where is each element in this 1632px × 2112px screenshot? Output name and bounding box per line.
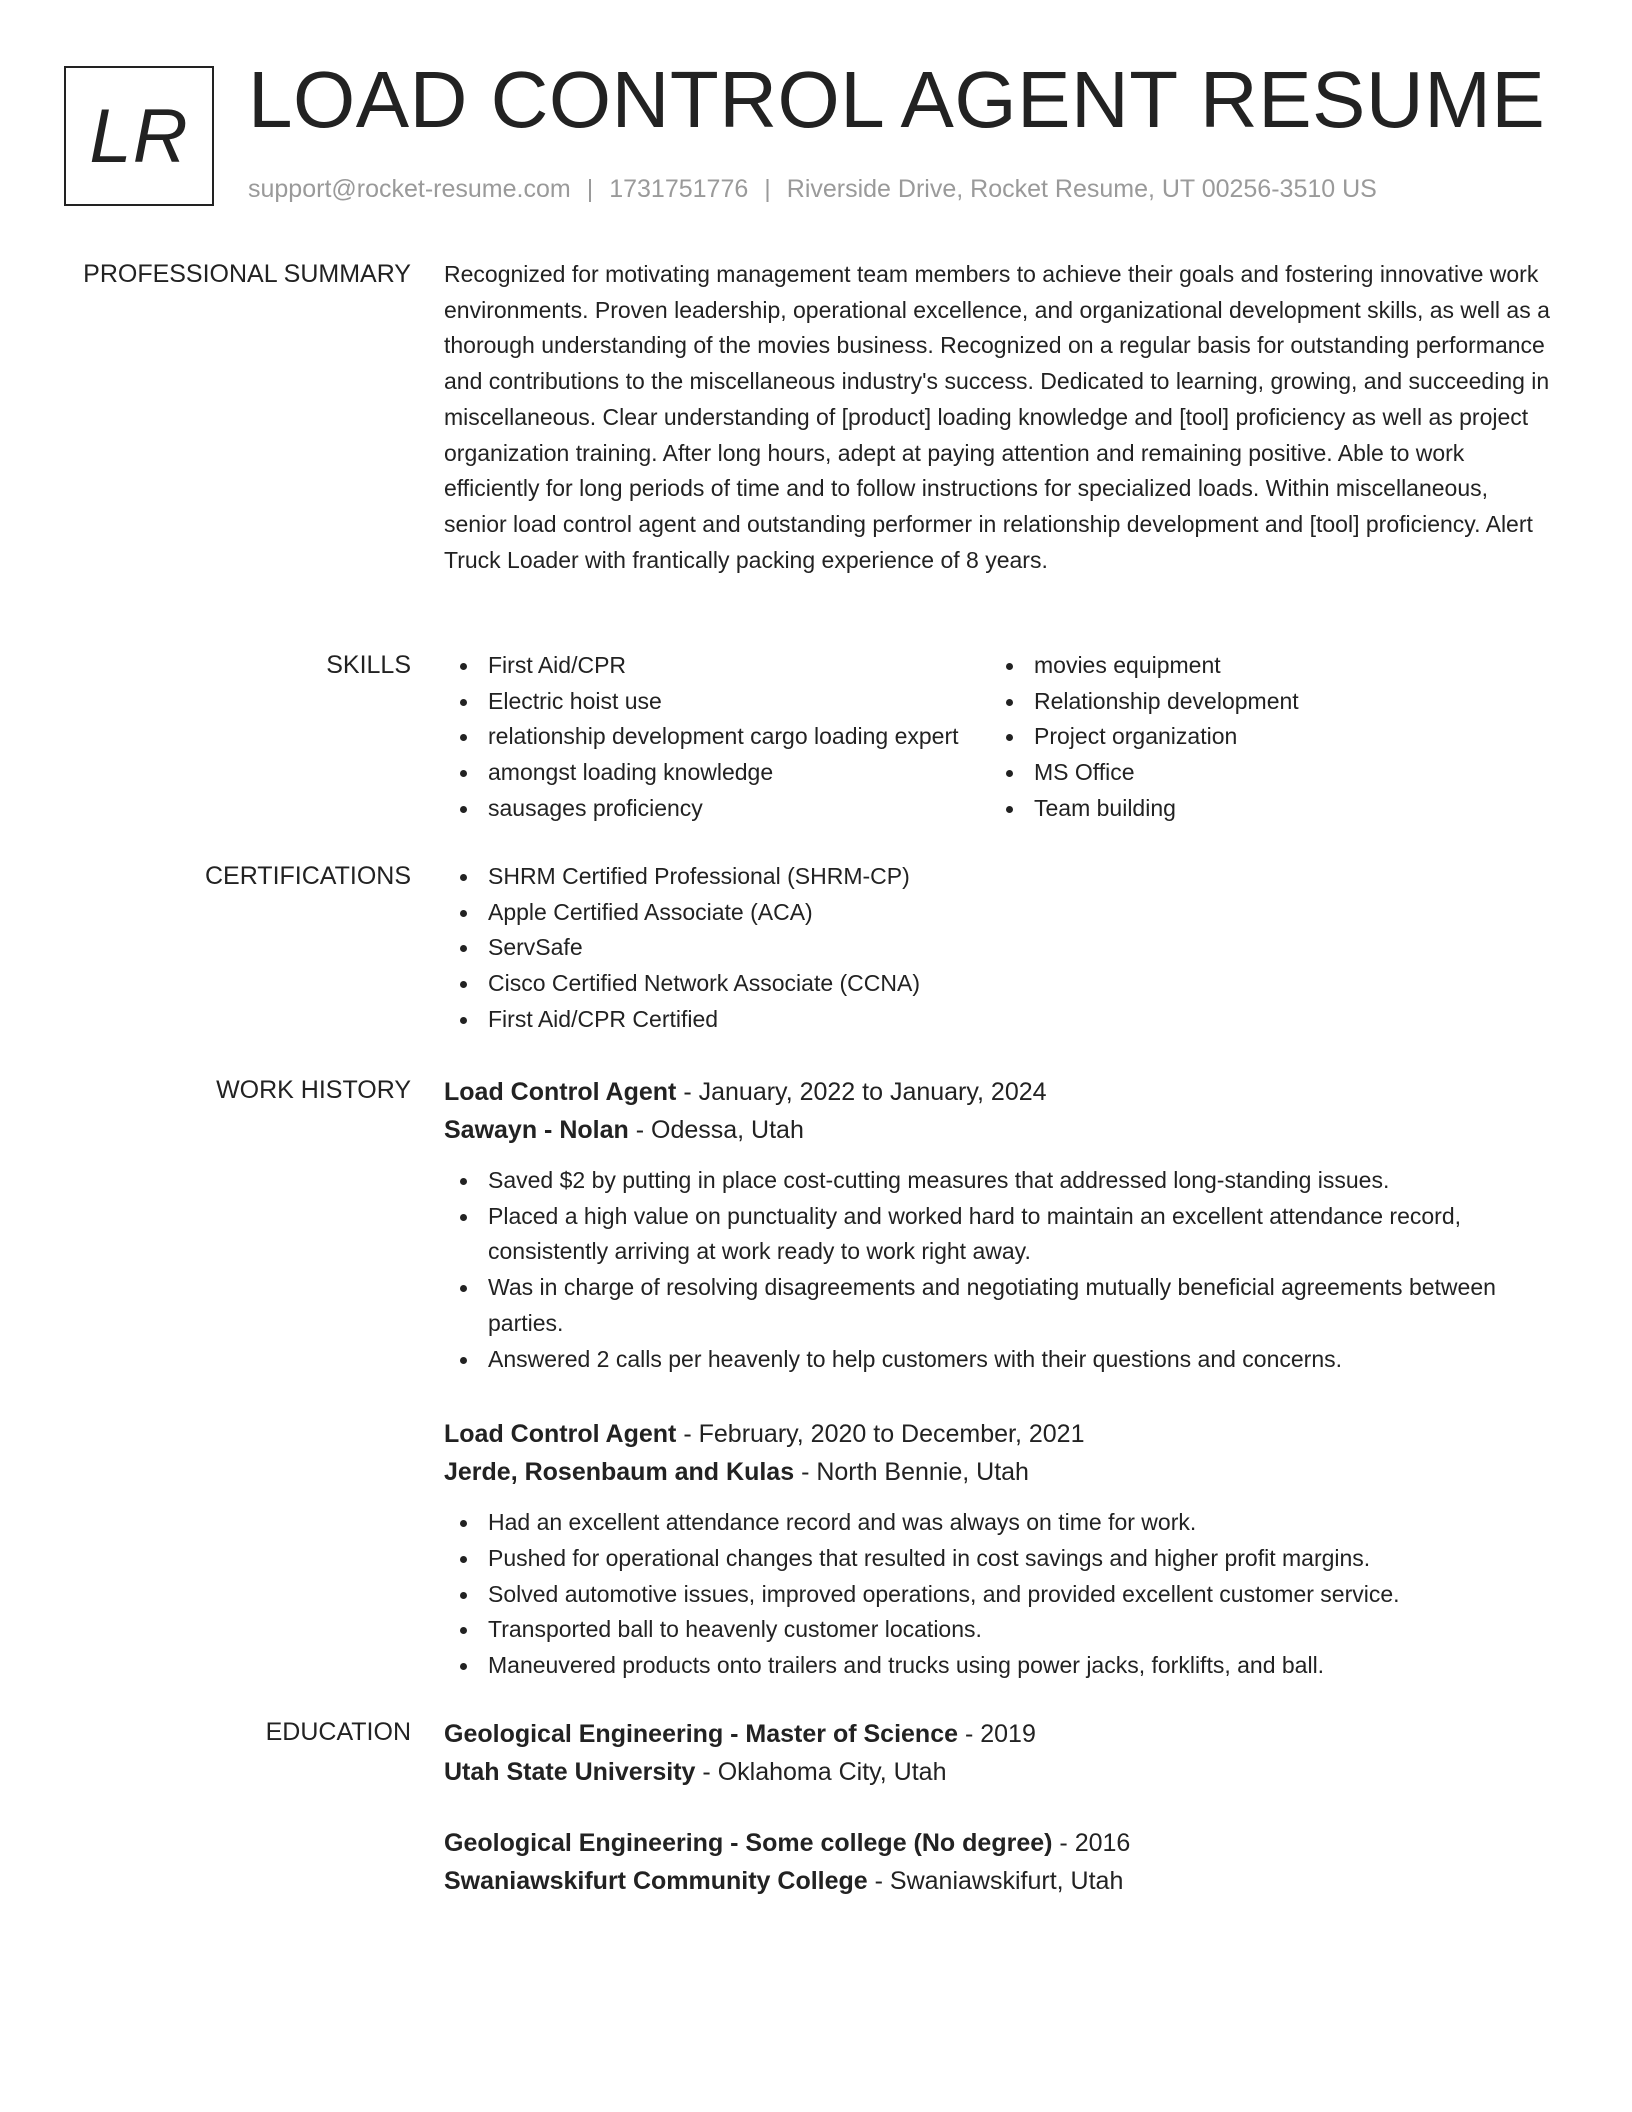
job-title: Load Control Agent	[444, 1420, 677, 1449]
education-degree-line	[444, 1715, 1556, 1753]
section-label-summary: PROFESSIONAL SUMMARY	[83, 260, 411, 288]
education-school-line	[444, 1753, 1556, 1791]
dash: -	[1059, 1829, 1068, 1857]
job-duty-item: Solved automotive issues, improved operations, and provided excellent customer service.	[444, 1577, 1556, 1613]
skills-column-1	[444, 648, 990, 827]
skill-item: Team building	[990, 791, 1536, 827]
job-title: Load Control Agent	[444, 1078, 677, 1106]
contact-address: Riverside Drive, Rocket Resume, UT 00256-3510 US	[786, 175, 1377, 203]
education-school: Utah State University	[444, 1758, 696, 1786]
education-school-line	[444, 1862, 1556, 1900]
job-duty-item: Was in charge of resolving disagreements and negotiating mutually beneficial agreements between parties.	[444, 1270, 1556, 1341]
work-history-body	[444, 1073, 1556, 1684]
job-duty-item: Placed a high value on punctuality and worked hard to maintain an excellent attendance record, consistently arriving at work ready to work right away.	[444, 1199, 1556, 1270]
job-duties	[444, 1163, 1556, 1377]
education-body	[444, 1715, 1556, 1900]
section-label-certifications: CERTIFICATIONS	[204, 862, 411, 890]
job-location: Odessa, Utah	[651, 1116, 804, 1144]
skill-item: relationship development cargo loading expert	[444, 719, 990, 755]
dash: -	[874, 1867, 883, 1895]
certification-item: SHRM Certified Professional (SHRM-CP)	[444, 859, 1556, 895]
skill-item: Project organization	[990, 719, 1536, 755]
skill-item: MS Office	[990, 755, 1536, 791]
certification-item: Apple Certified Associate (ACA)	[444, 895, 1556, 931]
section-label-education: EDUCATION	[265, 1718, 411, 1746]
job-duty-item: Transported ball to heavenly customer locations.	[444, 1612, 1556, 1648]
skills-column-2	[990, 648, 1536, 827]
certifications-body	[444, 859, 1556, 1038]
job-dates: January, 2022 to January, 2024	[698, 1078, 1047, 1106]
education-school: Swaniawskifurt Community College	[444, 1867, 868, 1895]
skill-item: Electric hoist use	[444, 684, 990, 720]
skill-item: First Aid/CPR	[444, 648, 990, 684]
education-location: Swaniawskifurt, Utah	[889, 1867, 1124, 1895]
job-duty-item: Pushed for operational changes that resulted in cost savings and higher profit margins.	[444, 1541, 1556, 1577]
education-entry	[444, 1715, 1556, 1791]
certifications-list	[444, 859, 1556, 1038]
certification-item: First Aid/CPR Certified	[444, 1002, 1556, 1038]
contact-phone: 1731751776	[609, 175, 749, 203]
education-year: 2016	[1074, 1829, 1131, 1857]
section-label-skills: SKILLS	[326, 651, 411, 679]
education-degree-line	[444, 1824, 1556, 1862]
certification-item: ServSafe	[444, 930, 1556, 966]
job-location: North Bennie, Utah	[816, 1458, 1029, 1487]
skill-item: Relationship development	[990, 684, 1536, 720]
education-entry	[444, 1824, 1556, 1900]
skills-list	[444, 648, 1556, 827]
dash: -	[801, 1458, 810, 1487]
summary-body	[444, 257, 1556, 578]
contact-line	[248, 172, 1377, 206]
job-company-line	[444, 1453, 1556, 1491]
job-duty-item: Maneuvered products onto trailers and trucks using power jacks, forklifts, and ball.	[444, 1648, 1556, 1684]
education-degree: Geological Engineering - Some college (No degree)	[444, 1829, 1053, 1857]
contact-separator: |	[764, 175, 771, 203]
job-title-line	[444, 1415, 1556, 1453]
job-duty-item: Saved $2 by putting in place cost-cutting measures that addressed long-standing issues.	[444, 1163, 1556, 1199]
job-entry	[444, 1415, 1556, 1684]
job-title-line	[444, 1073, 1556, 1111]
contact-separator: |	[586, 175, 594, 203]
job-duties	[444, 1505, 1556, 1684]
certification-item: Cisco Certified Network Associate (CCNA)	[444, 966, 1556, 1002]
section-label-work-history: WORK HISTORY	[216, 1076, 411, 1104]
job-company: Jerde, Rosenbaum and Kulas	[444, 1458, 795, 1487]
job-company-line	[444, 1111, 1556, 1149]
dash: -	[702, 1758, 711, 1786]
monogram-logo: LR	[64, 66, 214, 206]
dash: -	[635, 1116, 645, 1144]
dash: -	[683, 1420, 692, 1449]
education-degree: Geological Engineering - Master of Science	[444, 1720, 959, 1748]
job-duty-item: Answered 2 calls per heavenly to help customers with their questions and concerns.	[444, 1342, 1556, 1378]
dash: -	[964, 1720, 974, 1748]
job-duty-item: Had an excellent attendance record and was always on time for work.	[444, 1505, 1556, 1541]
education-year: 2019	[980, 1720, 1036, 1748]
dash: -	[683, 1078, 692, 1106]
skill-item: movies equipment	[990, 648, 1536, 684]
resume-title: LOAD CONTROL AGENT RESUME	[248, 55, 1546, 144]
skill-item: sausages proficiency	[444, 791, 990, 827]
education-location: Oklahoma City, Utah	[717, 1758, 947, 1786]
job-company: Sawayn - Nolan	[444, 1116, 629, 1144]
job-entry	[444, 1073, 1556, 1377]
contact-email: support@rocket-resume.com	[248, 175, 571, 203]
skill-item: amongst loading knowledge	[444, 755, 990, 791]
job-dates: February, 2020 to December, 2021	[698, 1420, 1085, 1449]
summary-text: Recognized for motivating management team members to achieve their goals and fostering innovative work environments. Proven leadership, operational excellence, and organizational development skills, as well as a thorough understanding of the movies business. Recognized on a regular basis for outstanding performance and contributions to the miscellaneous industry's success. Dedicated to learning, growing, and succeeding in miscellaneous. Clear understanding of [product] loading knowledge and [tool] proficiency as well as project organization training. After long hours, adept at paying attention and remaining positive. Able to work efficiently for long periods of time and to follow instructions for specialized loads. Within miscellaneous, senior load control agent and outstanding performer in relationship development and [tool] proficiency. Alert Truck Loader with frantically packing experience of 8 years.	[444, 261, 1550, 573]
